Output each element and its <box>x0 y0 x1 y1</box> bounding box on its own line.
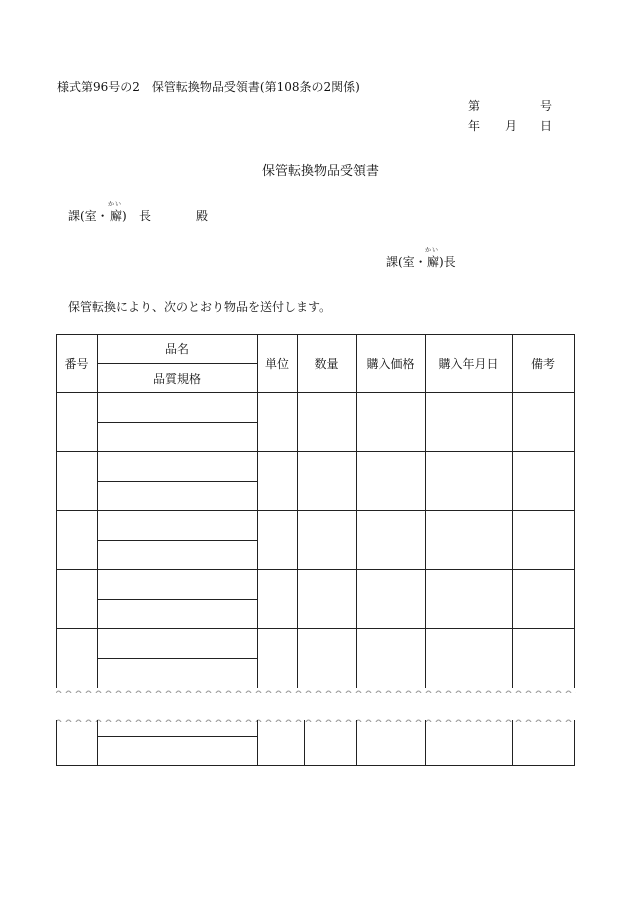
sender-kai: 廨 <box>427 255 440 269</box>
sender-cho: )長 <box>439 255 456 269</box>
header-konyu-kakaku: 購入価格 <box>366 357 415 371</box>
document-title: 保管転換物品受領書 <box>262 164 380 179</box>
header-konyu-nengappi: 購入年月日 <box>438 357 499 371</box>
header-suryo: 数量 <box>314 357 339 371</box>
column-line <box>97 334 98 688</box>
column-line <box>425 334 426 688</box>
column-line <box>56 720 57 766</box>
body-text: 保管転換により、次のとおり物品を送付します。 <box>68 300 332 314</box>
column-line <box>297 334 298 688</box>
header-hinmei: 品名 <box>164 342 189 356</box>
header-bango: 番号 <box>64 357 89 371</box>
sender-ruby: かい <box>425 247 440 254</box>
column-line <box>425 720 426 766</box>
date-day: 日 <box>540 119 553 133</box>
table-border-top <box>56 334 575 335</box>
addressee-ka: 課 <box>68 209 81 223</box>
header-subdivider <box>97 363 257 364</box>
sender-ka: 課(室・ <box>386 255 427 269</box>
table-header-bottom <box>56 392 575 393</box>
column-line <box>97 720 98 766</box>
break-line-top <box>56 683 576 693</box>
addressee-kai: 廨 <box>110 209 123 223</box>
subrow-divider <box>97 658 257 659</box>
addressee-dono: 殿 <box>196 209 209 223</box>
column-line <box>512 334 513 688</box>
subrow-divider <box>97 540 257 541</box>
header-biko: 備考 <box>530 357 555 371</box>
subrow-divider <box>97 736 257 737</box>
addressee-close: ) <box>122 209 127 223</box>
row-divider <box>56 569 575 570</box>
row-divider <box>56 451 575 452</box>
column-line <box>257 720 258 766</box>
column-line <box>356 720 357 766</box>
date-year: 年 <box>468 119 481 133</box>
break-line-bottom <box>56 712 576 722</box>
column-line <box>257 334 258 688</box>
header-tani: 単位 <box>264 357 289 371</box>
header-hinshitsu: 品質規格 <box>152 371 201 386</box>
column-line <box>56 334 57 688</box>
form-number: 様式第96号の2 保管転換物品受領書(第108条の2関係) <box>57 80 360 94</box>
addressee-ruby: かい <box>108 201 123 208</box>
date-month: 月 <box>505 119 518 133</box>
subrow-divider <box>97 599 257 600</box>
subrow-divider <box>97 481 257 482</box>
column-line <box>574 720 575 766</box>
row-divider <box>56 510 575 511</box>
column-line <box>574 334 575 688</box>
column-line <box>356 334 357 688</box>
column-line <box>512 720 513 766</box>
row-divider <box>56 628 575 629</box>
addressee-shitsu: (室・ <box>80 209 109 223</box>
addressee-cho: 長 <box>139 209 152 223</box>
column-line <box>304 720 305 766</box>
subrow-divider <box>97 422 257 423</box>
number-dai: 第 <box>468 99 481 113</box>
number-go: 号 <box>540 99 553 113</box>
table-border-bottom <box>56 765 575 766</box>
